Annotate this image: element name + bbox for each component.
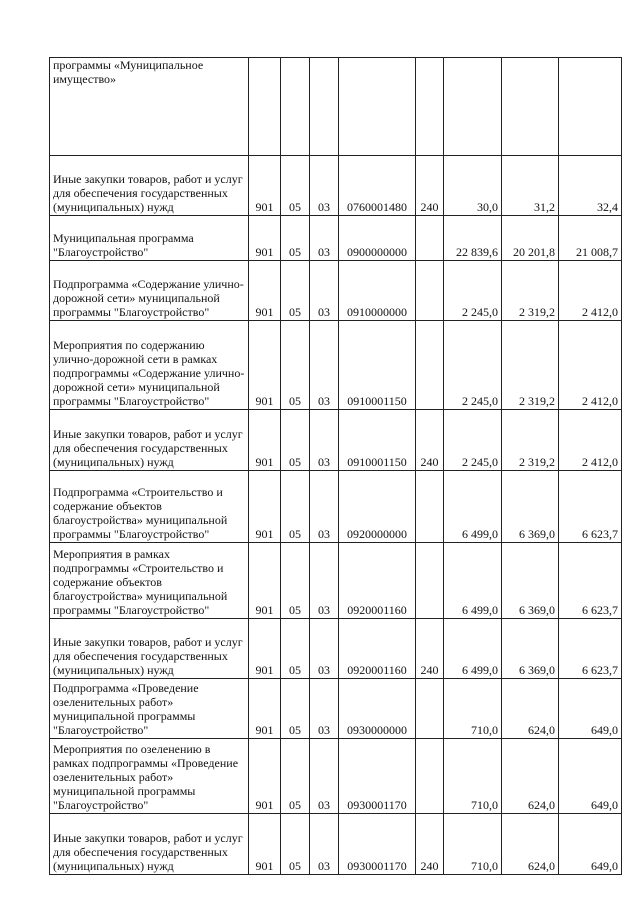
- section-cell: 05: [281, 739, 310, 814]
- row-name: программы «Муниципальное имущество»: [50, 58, 249, 156]
- expense-type-cell: [416, 261, 444, 321]
- section-cell: 05: [281, 321, 310, 410]
- target-article-cell: 0920001160: [339, 543, 416, 619]
- year2-amount: 6 369,0: [502, 619, 559, 679]
- year1-amount: 2 245,0: [444, 321, 502, 410]
- section-cell: 05: [281, 679, 310, 739]
- section-cell: 05: [281, 814, 310, 875]
- row-name: Мероприятия в рамках подпрограммы «Строительство и содержание объектов благоустройства» муниципальной программы "Благоустройство": [50, 543, 249, 619]
- table-row: [50, 261, 622, 321]
- year2-amount: 20 201,8: [502, 216, 559, 261]
- expense-type-cell: 240: [416, 619, 444, 679]
- year3-amount: 2 412,0: [559, 321, 622, 410]
- table-row: [50, 619, 622, 679]
- year3-amount: 32,4: [559, 156, 622, 216]
- year1-amount: 6 499,0: [444, 471, 502, 543]
- section-cell: 05: [281, 156, 310, 216]
- table-row: [50, 471, 622, 543]
- section-cell: 05: [281, 410, 310, 471]
- expense-type-cell: [416, 321, 444, 410]
- row-name: Подпрограмма «Содержание улично-дорожной сети» муниципальной программы "Благоустройство": [50, 261, 249, 321]
- expense-type-cell: [416, 543, 444, 619]
- year2-amount: 6 369,0: [502, 543, 559, 619]
- row-name: Иные закупки товаров, работ и услуг для обеспечения государственных (муниципальных) нужд: [50, 814, 249, 875]
- year3-amount: 21 008,7: [559, 216, 622, 261]
- table-row: [50, 410, 622, 471]
- year3-amount: 649,0: [559, 814, 622, 875]
- expense-type-cell: 240: [416, 814, 444, 875]
- year2-amount: 624,0: [502, 814, 559, 875]
- subsection-cell: 03: [310, 261, 339, 321]
- row-name: Муниципальная программа "Благоустройство": [50, 216, 249, 261]
- section-cell: 05: [281, 543, 310, 619]
- year3-amount: 6 623,7: [559, 471, 622, 543]
- year1-amount: 30,0: [444, 156, 502, 216]
- section-cell: 05: [281, 471, 310, 543]
- year2-amount: 31,2: [502, 156, 559, 216]
- target-article-cell: 0910001150: [339, 410, 416, 471]
- year2-amount: 2 319,2: [502, 321, 559, 410]
- year1-amount: 2 245,0: [444, 410, 502, 471]
- expense-type-cell: [416, 216, 444, 261]
- grbs-cell: 901: [249, 321, 281, 410]
- year3-amount: 2 412,0: [559, 261, 622, 321]
- year1-amount: 710,0: [444, 739, 502, 814]
- expense-type-cell: 240: [416, 410, 444, 471]
- row-name: Иные закупки товаров, работ и услуг для обеспечения государственных (муниципальных) нужд: [50, 410, 249, 471]
- target-article-cell: 0920001160: [339, 619, 416, 679]
- target-article-cell: 0900000000: [339, 216, 416, 261]
- grbs-cell: 901: [249, 679, 281, 739]
- grbs-cell: 901: [249, 814, 281, 875]
- target-article-cell: 0910000000: [339, 261, 416, 321]
- section-cell: 05: [281, 619, 310, 679]
- year1-amount: 6 499,0: [444, 619, 502, 679]
- expense-type-cell: [416, 739, 444, 814]
- subsection-cell: 03: [310, 471, 339, 543]
- subsection-cell: 03: [310, 321, 339, 410]
- table-row: [50, 814, 622, 875]
- expense-type-cell: [416, 679, 444, 739]
- year2-amount: [502, 58, 559, 156]
- table-row: [50, 58, 622, 156]
- target-article-cell: 0760001480: [339, 156, 416, 216]
- grbs-cell: 901: [249, 543, 281, 619]
- target-article-cell: 0930001170: [339, 814, 416, 875]
- grbs-cell: 901: [249, 619, 281, 679]
- target-article-cell: [339, 58, 416, 156]
- budget-table: [49, 57, 622, 875]
- section-cell: [281, 58, 310, 156]
- row-name: Подпрограмма «Проведение озеленительных работ» муниципальной программы "Благоустройство": [50, 679, 249, 739]
- year3-amount: 649,0: [559, 739, 622, 814]
- year2-amount: 6 369,0: [502, 471, 559, 543]
- target-article-cell: 0930000000: [339, 679, 416, 739]
- row-name: Подпрограмма «Строительство и содержание объектов благоустройства» муниципальной программы "Благоустройство": [50, 471, 249, 543]
- year1-amount: 22 839,6: [444, 216, 502, 261]
- year3-amount: 2 412,0: [559, 410, 622, 471]
- row-name: Мероприятия по содержанию улично-дорожной сети в рамках подпрограммы «Содержание улично-дорожной сети» муниципальной программы "Благоустройство": [50, 321, 249, 410]
- year2-amount: 2 319,2: [502, 410, 559, 471]
- table-row: [50, 156, 622, 216]
- target-article-cell: 0920000000: [339, 471, 416, 543]
- grbs-cell: 901: [249, 739, 281, 814]
- subsection-cell: 03: [310, 679, 339, 739]
- row-name: Мероприятия по озеленению в рамках подпрограммы «Проведение озеленительных работ» муниципальной программы "Благоустройство": [50, 739, 249, 814]
- expense-type-cell: [416, 471, 444, 543]
- target-article-cell: 0910001150: [339, 321, 416, 410]
- table-row: [50, 216, 622, 261]
- year1-amount: 2 245,0: [444, 261, 502, 321]
- grbs-cell: 901: [249, 216, 281, 261]
- section-cell: 05: [281, 261, 310, 321]
- grbs-cell: 901: [249, 156, 281, 216]
- year1-amount: 6 499,0: [444, 543, 502, 619]
- year1-amount: 710,0: [444, 814, 502, 875]
- subsection-cell: 03: [310, 410, 339, 471]
- table-row: [50, 543, 622, 619]
- year3-amount: 649,0: [559, 679, 622, 739]
- year1-amount: [444, 58, 502, 156]
- subsection-cell: 03: [310, 739, 339, 814]
- grbs-cell: 901: [249, 410, 281, 471]
- year3-amount: 6 623,7: [559, 543, 622, 619]
- row-name: Иные закупки товаров, работ и услуг для обеспечения государственных (муниципальных) нужд: [50, 156, 249, 216]
- expense-type-cell: [416, 58, 444, 156]
- year2-amount: 624,0: [502, 679, 559, 739]
- table-row: [50, 739, 622, 814]
- grbs-cell: [249, 58, 281, 156]
- year2-amount: 2 319,2: [502, 261, 559, 321]
- subsection-cell: [310, 58, 339, 156]
- table-row: [50, 679, 622, 739]
- table-row: [50, 321, 622, 410]
- subsection-cell: 03: [310, 619, 339, 679]
- section-cell: 05: [281, 216, 310, 261]
- year3-amount: [559, 58, 622, 156]
- grbs-cell: 901: [249, 261, 281, 321]
- subsection-cell: 03: [310, 814, 339, 875]
- expense-type-cell: 240: [416, 156, 444, 216]
- year2-amount: 624,0: [502, 739, 559, 814]
- row-name: Иные закупки товаров, работ и услуг для обеспечения государственных (муниципальных) нужд: [50, 619, 249, 679]
- target-article-cell: 0930001170: [339, 739, 416, 814]
- year3-amount: 6 623,7: [559, 619, 622, 679]
- subsection-cell: 03: [310, 156, 339, 216]
- subsection-cell: 03: [310, 216, 339, 261]
- grbs-cell: 901: [249, 471, 281, 543]
- year1-amount: 710,0: [444, 679, 502, 739]
- subsection-cell: 03: [310, 543, 339, 619]
